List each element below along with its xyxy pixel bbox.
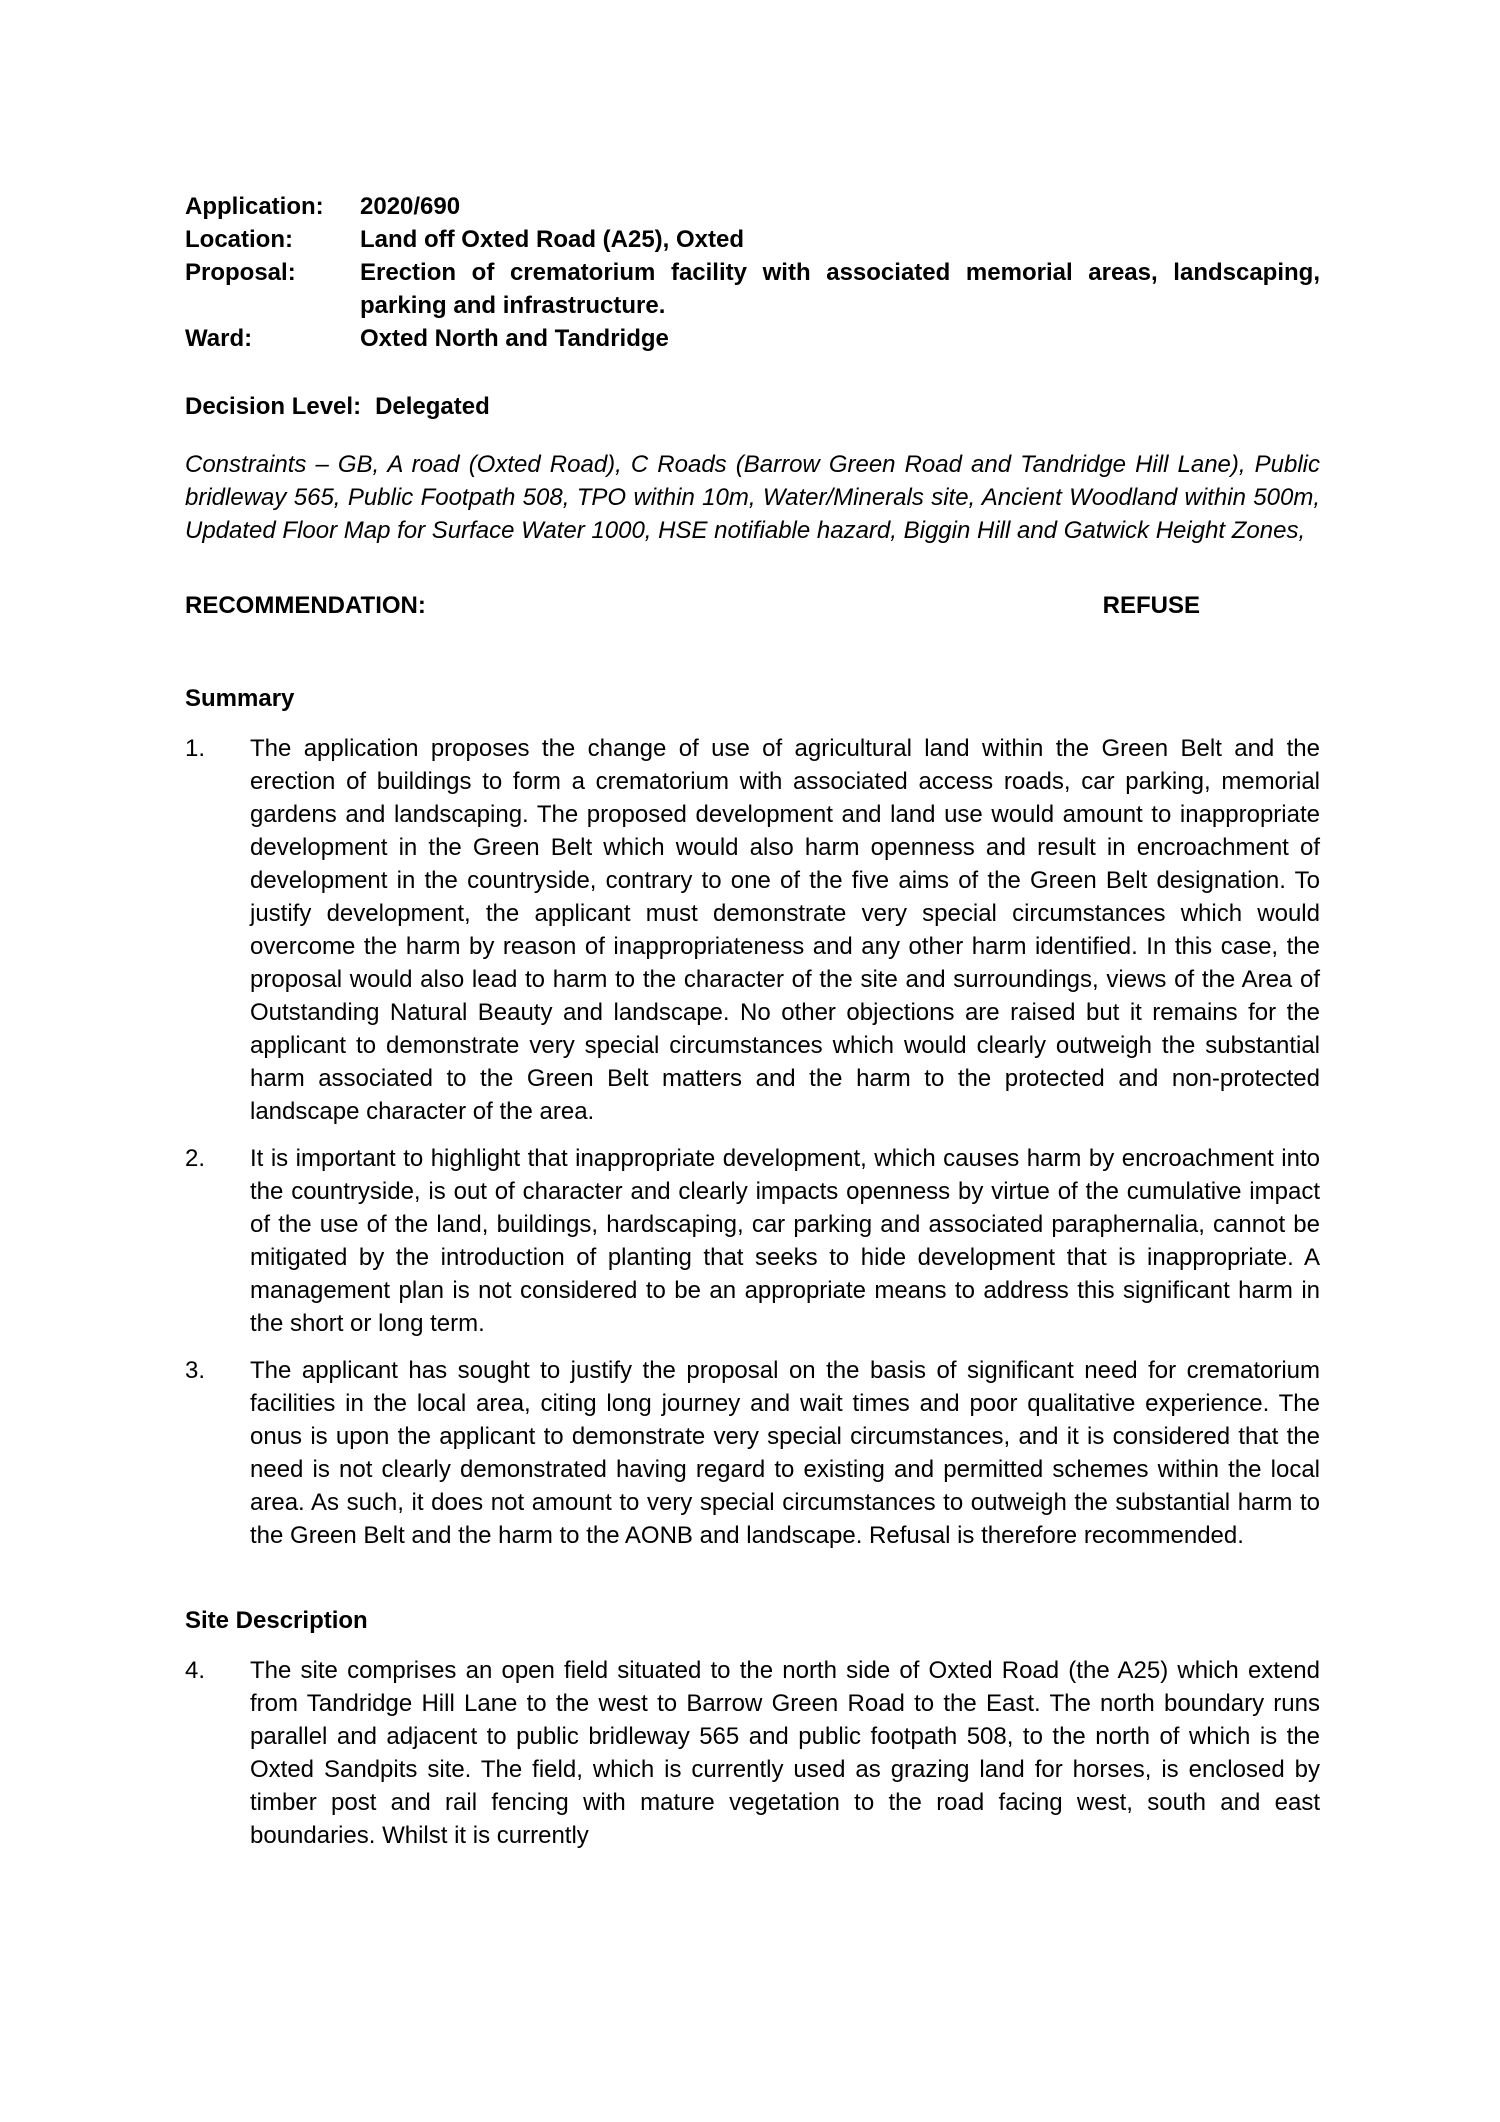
header-row-location xyxy=(185,223,1320,256)
recommendation-row xyxy=(185,589,1320,622)
summary-item-3-text: The applicant has sought to justify the proposal on the basis of significant need for crematorium facilities in the local area, citing long journey and wait times and poor qualitative experience. The onus is upon the applicant to demonstrate very special circumstances, and it is considered that the need is not clearly demonstrated having regard to existing and permitted schemes within the local area. As such, it does not amount to very special circumstances to outweigh the substantial harm to the Green Belt and the harm to the AONB and landscape. Refusal is therefore recommended. xyxy=(250,1357,1320,1549)
summary-item-1-text: The application proposes the change of use of agricultural land within the Green Belt and the erection of buildings to form a crematorium with associated access roads, car parking, memorial gardens and landscaping. The proposed development and land use would amount to inappropriate development in the Green Belt which would also harm openness and result in encroachment of development in the countryside, contrary to one of the five aims of the Green Belt designation. To justify development, the applicant must demonstrate very special circumstances which would overcome the harm by reason of inappropriateness and any other harm identified. In this case, the proposal would also lead to harm to the character of the site and surroundings, views of the Area of Outstanding Natural Beauty and landscape. No other objections are raised but it remains for the applicant to demonstrate very special circumstances which would clearly outweigh the substantial harm associated to the Green Belt matters and the harm to the protected and non-protected landscape character of the area. xyxy=(250,735,1320,1125)
summary-item-2-number: 2. xyxy=(185,1145,206,1172)
proposal-value: Erection of crematorium facility with associated memorial areas, landscaping, parking and infrastructure. xyxy=(360,259,1320,319)
constraints-paragraph: Constraints – GB, A road (Oxted Road), C Roads (Barrow Green Road and Tandridge Hill Lane), Public bridleway 565, Public Footpath 508, TPO within 10m, Water/Minerals site, Ancient Woodland within 500m, Updated Floor Map for Surface Water 1000, HSE notifiable hazard, Biggin Hill and Gatwick Height Zones, xyxy=(185,451,1320,544)
summary-item-3-number: 3. xyxy=(185,1357,206,1384)
recommendation-label: RECOMMENDATION: xyxy=(185,592,426,619)
decision-level-line xyxy=(185,390,1320,423)
site-description-heading: Site Description xyxy=(185,1607,368,1634)
application-value: 2020/690 xyxy=(360,193,461,220)
summary-item-2-text: It is important to highlight that inappropriate development, which causes harm by encroachment into the countryside, is out of character and clearly impacts openness by virtue of the cumulative impact of the use of the land, buildings, hardscaping, car parking and associated paraphernalia, cannot be mitigated by the introduction of planting that seeks to hide development that is inappropriate. A management plan is not considered to be an appropriate means to address this significant harm in the short or long term. xyxy=(250,1145,1320,1337)
summary-item-1 xyxy=(185,732,1320,1128)
location-value: Land off Oxted Road (A25), Oxted xyxy=(360,226,745,253)
summary-item-3 xyxy=(185,1354,1320,1552)
header-row-application xyxy=(185,190,1320,223)
decision-level-label: Decision Level: xyxy=(185,393,362,420)
application-header xyxy=(185,190,1320,355)
header-row-ward xyxy=(185,322,1320,355)
summary-heading: Summary xyxy=(185,685,295,712)
recommendation-value: REFUSE xyxy=(1102,592,1200,619)
location-label: Location: xyxy=(185,226,293,253)
site-description-item-4 xyxy=(185,1654,1320,1852)
summary-item-1-number: 1. xyxy=(185,735,206,762)
site-description-item-4-text: The site comprises an open field situated to the north side of Oxted Road (the A25) which extend from Tandridge Hill Lane to the west to Barrow Green Road to the East. The north boundary runs parallel and adjacent to public bridleway 565 and public footpath 508, to the north of which is the Oxted Sandpits site. The field, which is currently used as grazing land for horses, is enclosed by timber post and rail fencing with mature vegetation to the road facing west, south and east boundaries. Whilst it is currently xyxy=(250,1657,1320,1849)
ward-label: Ward: xyxy=(185,325,253,352)
summary-item-2 xyxy=(185,1142,1320,1340)
application-label: Application: xyxy=(185,193,324,220)
ward-value: Oxted North and Tandridge xyxy=(360,325,669,352)
site-description-item-4-number: 4. xyxy=(185,1657,206,1684)
header-row-proposal xyxy=(185,256,1320,322)
proposal-label: Proposal: xyxy=(185,259,296,286)
decision-level-value: Delegated xyxy=(375,393,490,420)
